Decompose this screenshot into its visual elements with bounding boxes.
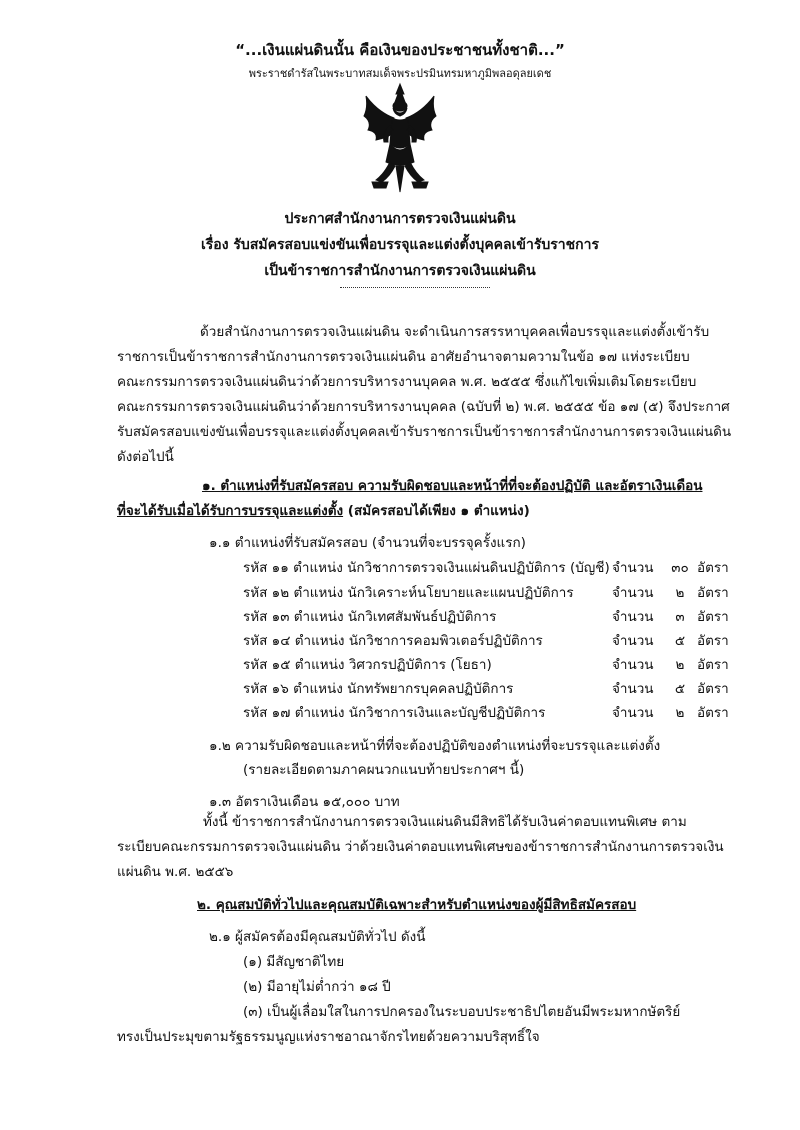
position-count-label: จำนวน	[612, 681, 654, 697]
section1-heading: ๑. ตำแหน่งที่รับสมัครสอบ ความรับผิดชอบและหน้าที่ที่จะต้องปฏิบัติ และอัตราเงินเดือน	[202, 478, 703, 494]
intro-line: ด้วยสำนักงานการตรวจเงินแผ่นดิน จะดำเนินการสรรหาบุคคลเพื่อบรรจุและแต่งตั้งเข้ารับ	[200, 324, 710, 340]
position-count-label: จำนวน	[612, 633, 654, 649]
intro-line: คณะกรรมการตรวจเงินแผ่นดินว่าด้วยการบริหารงานบุคคล พ.ศ. ๒๕๕๕ ซึ่งแก้ไขเพิ่มเติมโดยระเบียบ	[117, 374, 697, 390]
qualification-item: (๓) เป็นผู้เลื่อมใสในการปกครองในระบอบประชาธิปไตยอันมีพระมหากษัตริย์	[243, 1004, 681, 1020]
title-divider	[340, 287, 490, 288]
position-label: รหัส ๑๖ ตำแหน่ง นักทรัพยากรบุคคลปฏิบัติการ	[243, 681, 514, 697]
position-count: ๒	[675, 585, 685, 601]
subsection-2-1-title: ๒.๑ ผู้สมัครต้องมีคุณสมบัติทั่วไป ดังนี้	[209, 929, 426, 945]
garuda-emblem-icon	[360, 82, 440, 200]
position-count-label: จำนวน	[612, 705, 654, 721]
salary-note-line: ทั้งนี้ ข้าราชการสำนักงานการตรวจเงินแผ่นดินมีสิทธิได้รับเงินค่าตอบแทนพิเศษ ตาม	[203, 814, 687, 830]
position-count: ๓	[675, 609, 685, 625]
announcement-subject-cont: เป็นข้าราชการสำนักงานการตรวจเงินแผ่นดิน	[264, 263, 536, 279]
subsection-1-2-note: (รายละเอียดตามภาคผนวกแนบท้ายประกาศฯ นี้)	[243, 762, 525, 778]
position-unit: อัตรา	[697, 657, 729, 673]
position-count-label: จำนวน	[612, 560, 654, 576]
position-count-label: จำนวน	[612, 609, 654, 625]
intro-line: คณะกรรมการตรวจเงินแผ่นดินว่าด้วยการบริหารงานบุคคล (ฉบับที่ ๒) พ.ศ. ๒๕๕๕ ข้อ ๑๗ (๕) จึงประกาศ	[117, 399, 730, 415]
royal-attribution: พระราชดำรัสในพระบาทสมเด็จพระปรมินทรมหาภูมิพลอดุลยเดช	[248, 67, 552, 80]
position-count-label: จำนวน	[612, 657, 654, 673]
announcement-title: ประกาศสำนักงานการตรวจเงินแผ่นดิน	[284, 211, 516, 227]
position-unit: อัตรา	[697, 585, 729, 601]
position-label: รหัส ๑๗ ตำแหน่ง นักวิชาการเงินและบัญชีปฏิบัติการ	[243, 705, 546, 721]
section1-heading-cont	[117, 499, 530, 521]
intro-line: รับสมัครสอบแข่งขันเพื่อบรรจุและแต่งตั้งบุคคลเข้ารับราชการเป็นข้าราชการสำนักงานการตรวจเงินแผ่นดิน	[117, 424, 732, 440]
position-count: ๕	[674, 681, 686, 697]
announcement-subject: เรื่อง รับสมัครสอบแข่งขันเพื่อบรรจุและแต่งตั้งบุคคลเข้ารับราชการ	[200, 237, 599, 253]
position-unit: อัตรา	[697, 705, 729, 721]
position-count: ๓๐	[671, 560, 689, 576]
position-unit: อัตรา	[697, 681, 729, 697]
salary-note-line: แผ่นดิน พ.ศ. ๒๕๕๖	[117, 864, 234, 880]
subsection-1-1-title: ๑.๑ ตำแหน่งที่รับสมัครสอบ (จำนวนที่จะบรรจุครั้งแรก)	[209, 535, 526, 551]
position-label: รหัส ๑๓ ตำแหน่ง นักวิเทศสัมพันธ์ปฏิบัติการ	[243, 609, 497, 625]
qualification-item-cont: ทรงเป็นประมุขตามรัฐธรรมนูญแห่งราชอาณาจักรไทยด้วยความบริสุทธิ์ใจ	[117, 1029, 540, 1045]
qualification-item: (๒) มีอายุไม่ต่ำกว่า ๑๘ ปี	[243, 979, 391, 995]
intro-line: ราชการเป็นข้าราชการสำนักงานการตรวจเงินแผ่นดิน อาศัยอำนาจตามความในข้อ ๑๗ แห่งระเบียบ	[117, 349, 690, 365]
intro-line: ดังต่อไปนี้	[117, 449, 174, 465]
salary-note-line: ระเบียบคณะกรรมการตรวจเงินแผ่นดิน ว่าด้วยเงินค่าตอบแทนพิเศษของข้าราชการสำนักงานการตรวจเงิน	[117, 839, 724, 855]
position-count-label: จำนวน	[612, 585, 654, 601]
qualification-item: (๑) มีสัญชาติไทย	[243, 954, 345, 970]
section2-heading: ๒. คุณสมบัติทั่วไปและคุณสมบัติเฉพาะสำหรับตำแหน่งของผู้มีสิทธิสมัครสอบ	[197, 897, 637, 913]
position-count: ๒	[675, 657, 685, 673]
position-label: รหัส ๑๔ ตำแหน่ง นักวิชาการคอมพิวเตอร์ปฏิบัติการ	[243, 633, 543, 649]
royal-quote: “...เงินแผ่นดินนั้น คือเงินของประชาชนทั้งชาติ...”	[235, 41, 565, 59]
position-count: ๒	[675, 705, 685, 721]
position-unit: อัตรา	[697, 633, 729, 649]
position-label: รหัส ๑๕ ตำแหน่ง วิศวกรปฏิบัติการ (โยธา)	[243, 657, 492, 673]
subsection-1-3-title: ๑.๓ อัตราเงินเดือน ๑๕,๐๐๐ บาท	[209, 794, 400, 810]
section1-note: (สมัครสอบได้เพียง ๑ ตำแหน่ง)	[347, 503, 530, 519]
position-unit: อัตรา	[697, 609, 729, 625]
subsection-1-2-title: ๑.๒ ความรับผิดชอบและหน้าที่ที่จะต้องปฏิบัติของตำแหน่งที่จะบรรจุและแต่งตั้ง	[209, 738, 661, 754]
position-label: รหัส ๑๑ ตำแหน่ง นักวิชาการตรวจเงินแผ่นดินปฏิบัติการ (บัญชี)	[243, 560, 610, 576]
position-unit: อัตรา	[697, 560, 729, 576]
position-count: ๕	[674, 633, 686, 649]
section1-heading-underlined: ที่จะได้รับเมื่อได้รับการบรรจุและแต่งตั้ง	[117, 503, 344, 519]
position-label: รหัส ๑๒ ตำแหน่ง นักวิเคราะห์นโยบายและแผนปฏิบัติการ	[243, 585, 574, 601]
